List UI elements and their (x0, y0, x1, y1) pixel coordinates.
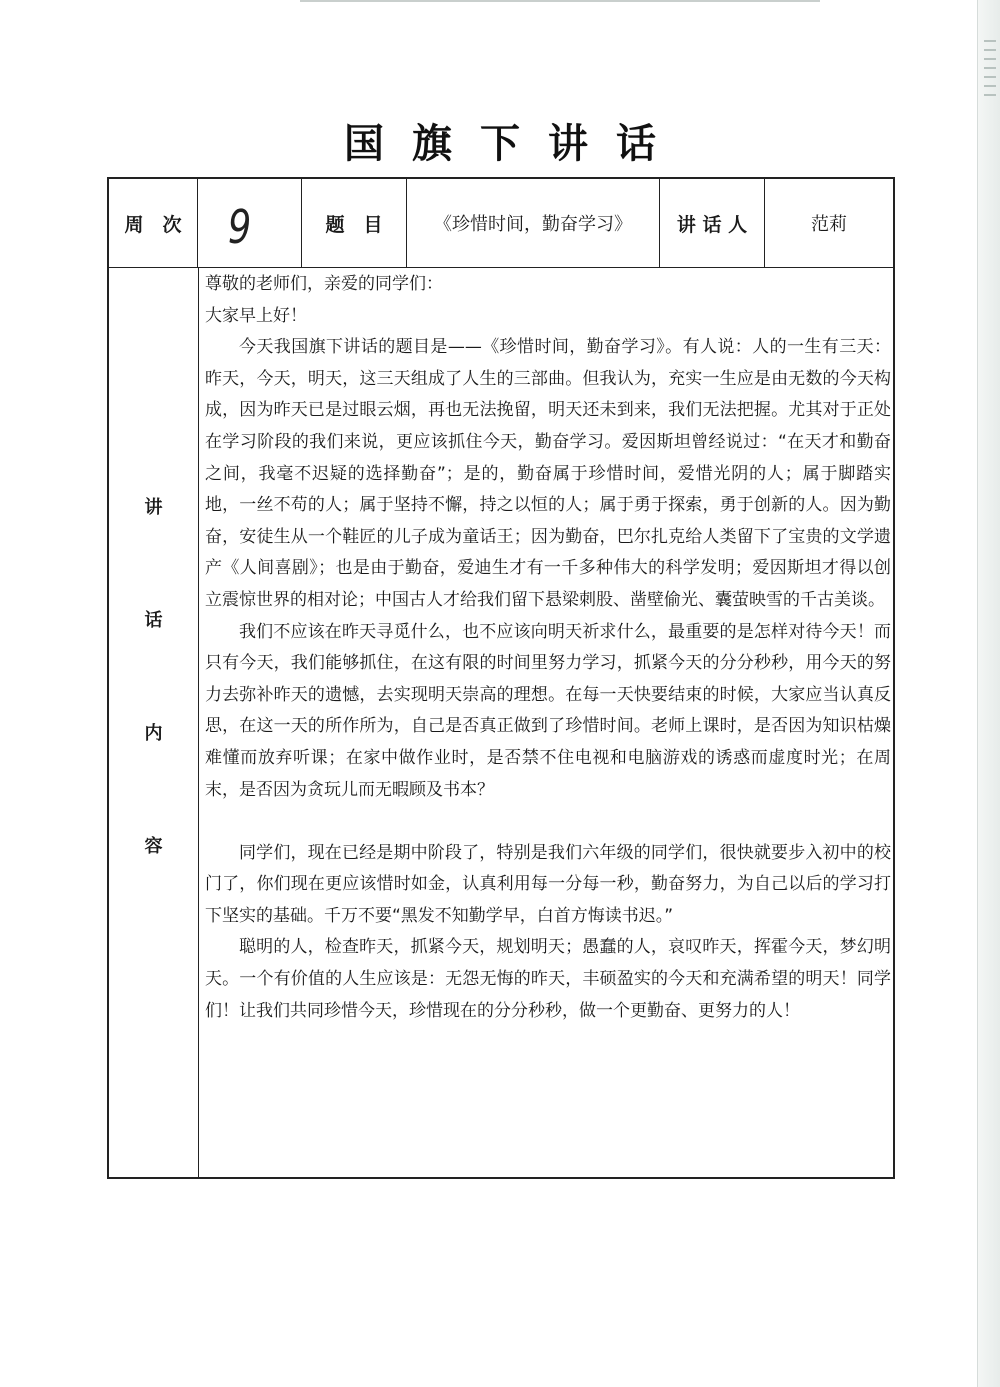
week-value-cell (198, 179, 302, 267)
side-label-char: 讲 (144, 497, 163, 518)
edge-marks (984, 40, 996, 103)
page-title: 国旗下讲话 (344, 121, 684, 167)
side-label-char: 话 (144, 610, 163, 631)
speech-content (205, 269, 891, 1027)
topic-label-cell (302, 179, 407, 267)
paragraph: 我们不应该在昨天寻觅什么，也不应该向明天祈求什么，最重要的是怎样对待今天！而只有今天，我们能够抓住，在这有限的时间里努力学习，抓紧今天的分分秒秒，用今天的努力去弥补昨天的遗憾，去实现明天崇高的理想。在每一天快要结束的时候，大家应当认真反思，在这一天的所作所为，自己是否真正做到了珍惜时间。老师上课时，是否因为知识枯燥难懂而放弃听课；在家中做作业时，是否禁不住电视和电脑游戏的诱惑而虚度时光；在周末，是否因为贪玩儿而无暇顾及书本？ (205, 621, 891, 800)
paragraph: 聪明的人，检查昨天，抓紧今天，规划明天；愚蠢的人，哀叹昨天，挥霍今天，梦幻明天。一个有价值的人生应该是：无怨无悔的昨天，丰硕盈实的今天和充满希望的明天！同学们！让我们共同珍惜今天，珍惜现在的分分秒秒，做一个更勤奋、更努力的人！ (205, 937, 891, 1021)
greeting: 大家早上好！ (205, 305, 307, 326)
salutation: 尊敬的老师们，亲爱的同学们： (205, 274, 443, 294)
speaker-value-cell (765, 179, 893, 267)
topic-label: 题 目 (325, 213, 383, 236)
header-row (109, 179, 893, 268)
content-side-label (109, 267, 199, 1177)
page-edge (977, 0, 1000, 1387)
speaker-value: 范莉 (811, 214, 847, 235)
topic-value: 《珍惜时间，勤奋学习》 (434, 214, 632, 235)
scan-top-line (300, 0, 820, 2)
paragraph: 今天我国旗下讲话的题目是——《珍惜时间，勤奋学习》。有人说：人的一生有三天：昨天，今天，明天，这三天组成了人生的三部曲。但我认为，充实一生应是由无数的今天构成，因为昨天已是过眼云烟，再也无法挽留，明天还未到来，我们无法把握。尤其对于正处在学习阶段的我们来说，更应该抓住今天，勤奋学习。爱因斯坦曾经说过：“在天才和勤奋之间，我毫不迟疑的选择勤奋”；是的，勤奋属于珍惜时间，爱惜光阴的人；属于脚踏实地，一丝不苟的人；属于坚持不懈，持之以恒的人；属于勇于探索，勇于创新的人。因为勤奋，安徒生从一个鞋匠的儿子成为童话王；因为勤奋，巴尔扎克给人类留下了宝贵的文学遗产《人间喜剧》；也是由于勤奋，爱迪生才有一千多种伟大的科学发明；爱因斯坦才得以创立震惊世界的相对论；中国古人才给我们留下悬梁刺股、凿壁偷光、囊萤映雪的千古美谈。 (205, 337, 891, 610)
week-label: 周 次 (124, 213, 182, 236)
speaker-label-cell (660, 179, 765, 267)
week-value: 9 (227, 200, 252, 254)
speaker-label: 讲 话 人 (676, 213, 748, 236)
side-label-char: 内 (144, 723, 163, 744)
side-label-char: 容 (144, 836, 163, 857)
week-label-cell (109, 179, 198, 267)
speech-form (107, 177, 895, 1179)
topic-value-cell (407, 179, 660, 267)
paragraph: 同学们，现在已经是期中阶段了，特别是我们六年级的同学们，很快就要步入初中的校门了，你们现在更应该惜时如金，认真利用每一分每一秒，勤奋努力，为自己以后的学习打下坚实的基础。千万不要“黑发不知勤学早，白首方悔读书迟。” (205, 842, 891, 926)
